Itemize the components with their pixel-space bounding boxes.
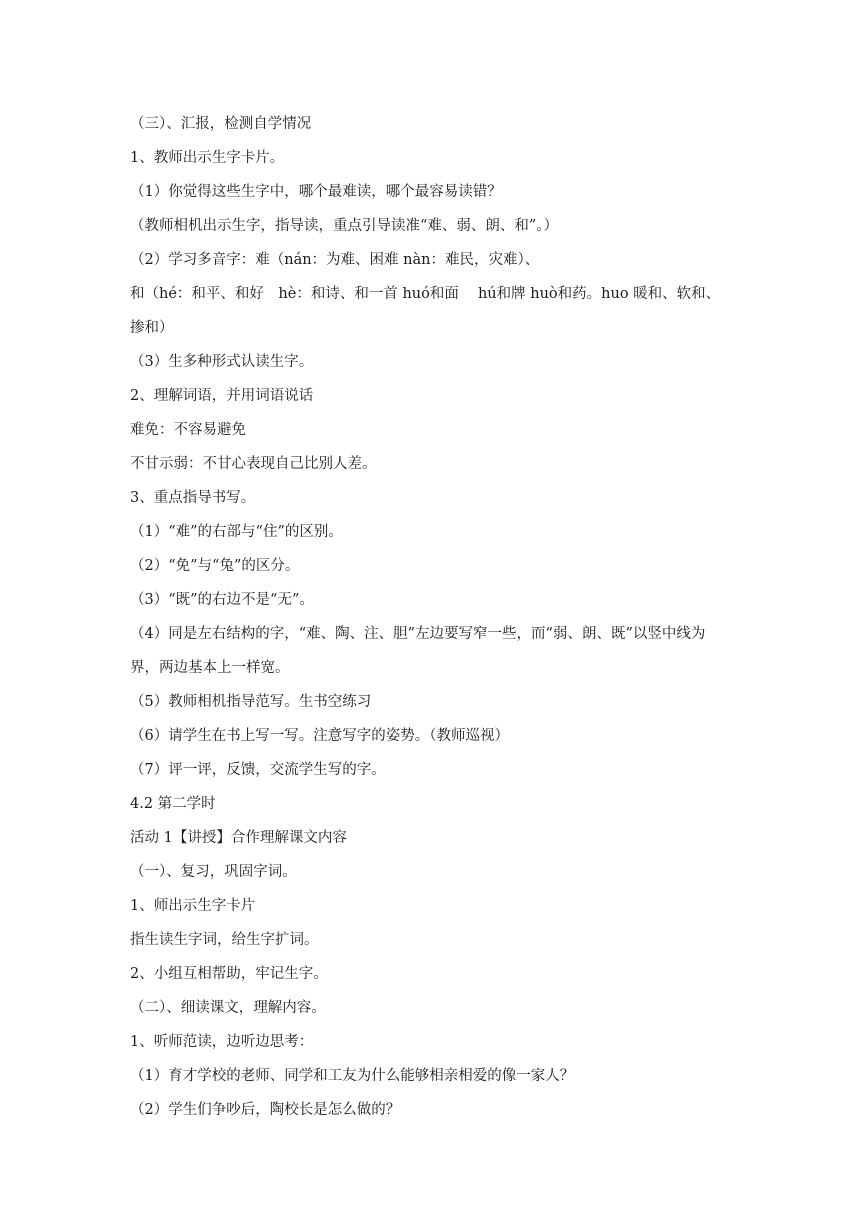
polyphone-nan: （2）学习多音字：难（nán：为难、困难 nàn：难民，灾难）、 xyxy=(130,252,540,268)
teacher-guidance-note: （教师相机出示生字，指导读，重点引导读准“难、弱、朗、和”。） xyxy=(130,218,559,234)
step-3-writing: 3、重点指导书写。 xyxy=(130,490,256,506)
section-heading-3: （三）、汇报，检测自学情况 xyxy=(130,116,312,132)
reading-question-2: （2）学生们争吵后，陶校长是怎么做的？ xyxy=(130,1102,401,1118)
step-2-vocabulary: 2、理解词语，并用词语说话 xyxy=(130,388,314,404)
section-second-period: 4.2 第二学时 xyxy=(130,796,216,812)
review-step-1: 1、师出示生字卡片 xyxy=(130,898,256,914)
polyphone-he: 和（hé：和平、和好 hè：和诗、和一首 huó和面 hú和牌 huò和药。huo 暖和、软和、掺和） xyxy=(130,286,721,336)
step-1-show-cards: 1、教师出示生字卡片。 xyxy=(130,150,285,166)
activity-1-heading: 活动 1【讲授】合作理解课文内容 xyxy=(130,830,347,846)
writing-point-1: （1）“难”的右部与“住”的区别。 xyxy=(130,524,343,540)
writing-point-3: （3）“既”的右边不是“无”。 xyxy=(130,592,314,608)
review-expand-words: 指生读生字词，给生字扩词。 xyxy=(130,932,319,948)
section-close-reading: （二）、细读课文，理解内容。 xyxy=(130,1000,326,1016)
read-forms: （3）生多种形式认读生字。 xyxy=(130,354,314,370)
reading-step-1: 1、听师范读，边听边思考： xyxy=(130,1034,314,1050)
question-hardest-char: （1）你觉得这些生字中，哪个最难读，哪个最容易读错？ xyxy=(130,184,502,200)
vocab-buganshiruo: 不甘示弱：不甘心表现自己比别人差。 xyxy=(130,456,377,472)
vocab-nanmian: 难免：不容易避免 xyxy=(130,422,246,438)
writing-point-7: （7）评一评，反馈，交流学生写的字。 xyxy=(130,762,386,778)
writing-point-5: （5）教师相机指导范写。生书空练习 xyxy=(130,694,372,710)
review-step-2: 2、小组互相帮助，牢记生字。 xyxy=(130,966,328,982)
document-body xyxy=(130,107,734,1127)
reading-question-1: （1）育才学校的老师、同学和工友为什么能够相亲相爱的像一家人？ xyxy=(130,1068,575,1084)
writing-point-2: （2）“免”与“兔”的区分。 xyxy=(130,558,300,574)
writing-point-6: （6）请学生在书上写一写。注意写字的姿势。（教师巡视） xyxy=(130,728,509,744)
writing-point-4: （4）同是左右结构的字，“难、陶、注、胆”左边要写窄一些，而“弱、朗、既”以竖中线为界，两边基本上一样宽。 xyxy=(130,626,706,676)
section-review: （一）、复习，巩固字词。 xyxy=(130,864,297,880)
